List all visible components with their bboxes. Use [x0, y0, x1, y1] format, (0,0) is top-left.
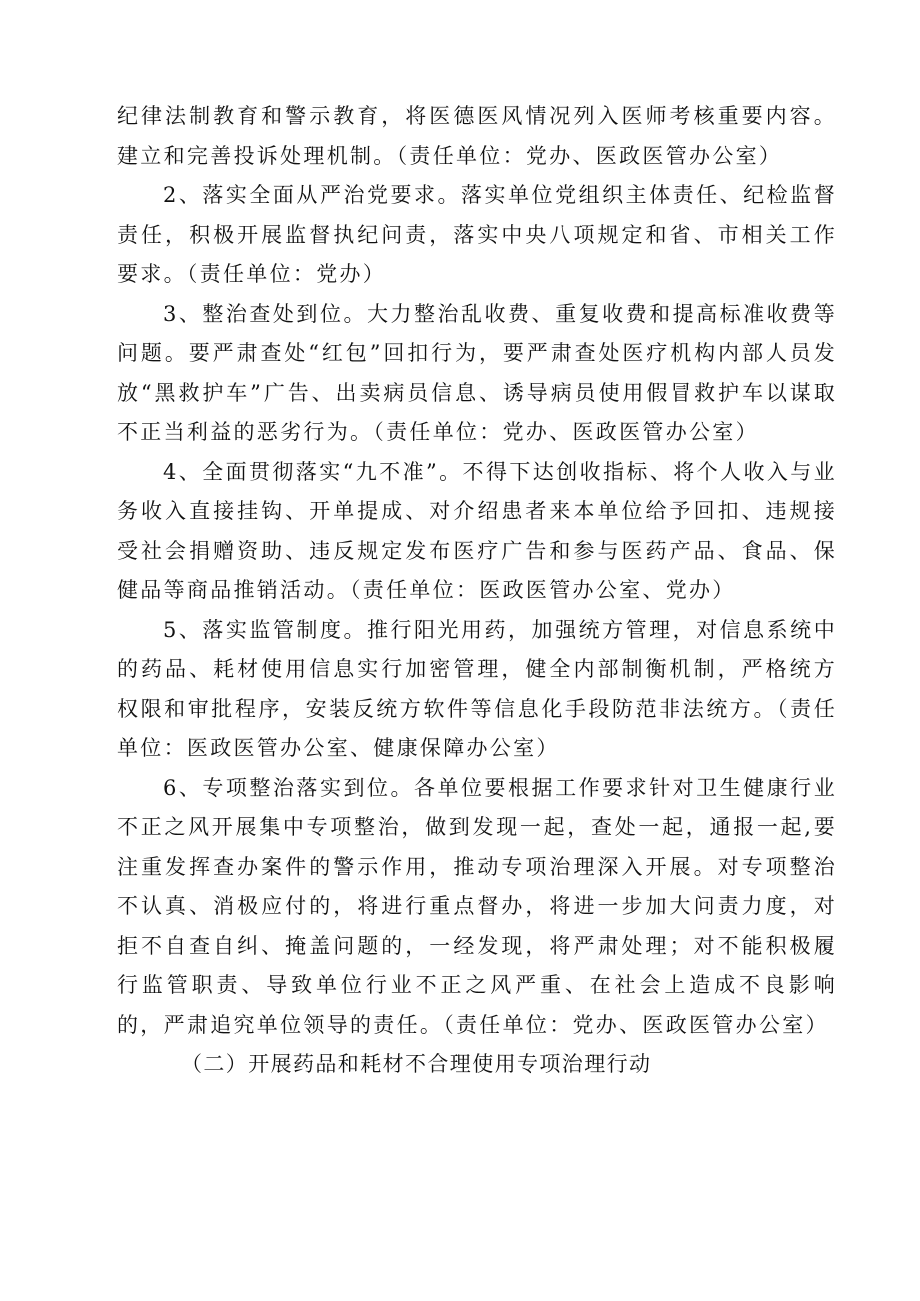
paragraph-item-2: 2、落实全面从严治党要求。落实单位党组织主体责任、纪检监督责任，积极开展监督执纪问责，落实中央八项规定和省、市相关工作要求。（责任单位：党办）	[117, 183, 837, 286]
paragraph-item-3: 3、整治查处到位。大力整治乱收费、重复收费和提高标准收费等问题。要严肃查处“红包”回扣行为，要严肃查处医疗机构内部人员发放“黑救护车”广告、出卖病员信息、诱导病员使用假冒救护车以谋取不正当利益的恶劣行为。（责任单位：党办、医政医管办公室）	[117, 301, 837, 444]
document-body	[117, 97, 837, 1085]
paragraph-item-5: 5、落实监管制度。推行阳光用药，加强统方管理，对信息系统中的药品、耗材使用信息实行加密管理，健全内部制衡机制，严格统方权限和审批程序，安装反统方软件等信息化手段防范非法统方。（责任单位：医政医管办公室、健康保障办公室）	[117, 617, 837, 760]
paragraph-item-6: 6、专项整治落实到位。各单位要根据工作要求针对卫生健康行业不正之风开展集中专项整治，做到发现一起，查处一起，通报一起,要注重发挥查办案件的警示作用，推动专项治理深入开展。对专项整治不认真、消极应付的，将进行重点督办，将进一步加大问责力度，对拒不自查自纠、掩盖问题的，一经发现，将严肃处理；对不能积极履行监管职责、导致单位行业不正之风严重、在社会上造成不良影响的，严肃追究单位领导的责任。（责任单位：党办、医政医管办公室）	[117, 775, 837, 1037]
section-heading: （二）开展药品和耗材不合理使用专项治理行动	[181, 1052, 652, 1076]
paragraph-item-4: 4、全面贯彻落实“九不准”。不得下达创收指标、将个人收入与业务收入直接挂钩、开单提成、对介绍患者来本单位给予回扣、违规接受社会捐赠资助、违反规定发布医疗广告和参与医药产品、食品、保健品等商品推销活动。（责任单位：医政医管办公室、党办）	[117, 459, 837, 602]
paragraph-continuation: 纪律法制教育和警示教育，将医德医风情况列入医师考核重要内容。建立和完善投诉处理机制。（责任单位：党办、医政医管办公室）	[117, 104, 837, 168]
